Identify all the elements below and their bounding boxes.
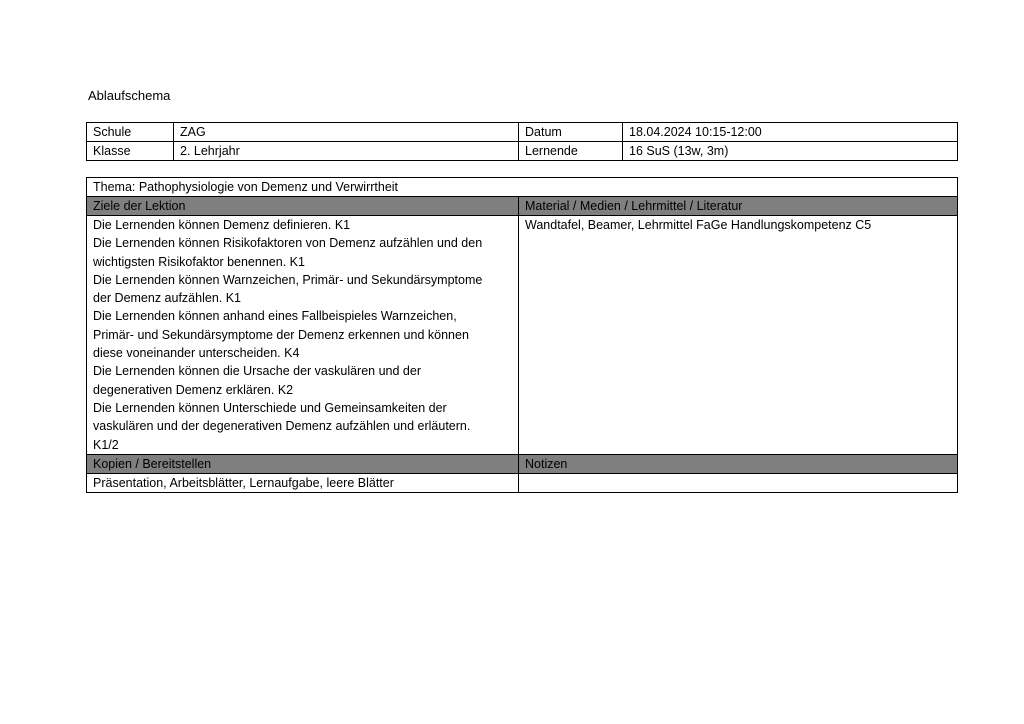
kopien-header: Kopien / Bereitstellen [87, 454, 519, 473]
label-lernende: Lernende [519, 142, 623, 161]
section-header-row-2 [87, 454, 958, 473]
label-datum: Datum [519, 123, 623, 142]
label-klasse: Klasse [87, 142, 174, 161]
kopien-row [87, 473, 958, 492]
goal-line: Die Lernenden können die Ursache der vaskulären und der [93, 364, 421, 379]
goal-line: Die Lernenden können Demenz definieren. K1 [93, 218, 351, 232]
section-header-row [87, 197, 958, 216]
notizen-cell [519, 473, 958, 492]
document-title: Ablaufschema [88, 88, 171, 103]
notizen-header: Notizen [519, 454, 958, 473]
value-datum: 18.04.2024 10:15-12:00 [623, 123, 958, 142]
goal-line: der Demenz aufzählen. K1 [93, 291, 242, 306]
header-row-class [87, 142, 958, 161]
goal-line: Die Lernenden können Risikofaktoren von Demenz aufzählen und den [93, 236, 483, 251]
goal-line: Primär- und Sekundärsymptome der Demenz erkennen und können [93, 327, 469, 342]
material-header: Material / Medien / Lehrmittel / Literatur [519, 197, 958, 216]
thema-row [87, 178, 958, 197]
header-table [86, 122, 958, 161]
value-schule: ZAG [174, 123, 519, 142]
content-row [87, 216, 958, 455]
lesson-table [86, 177, 958, 493]
header-row-school [87, 123, 958, 142]
material-cell: Wandtafel, Beamer, Lehrmittel FaGe Handlungskompetenz C5 [519, 216, 958, 455]
goal-line: degenerativen Demenz erklären. K2 [93, 382, 294, 397]
ziele-header: Ziele der Lektion [87, 197, 519, 216]
value-klasse: 2. Lehrjahr [174, 142, 519, 161]
kopien-cell: Präsentation, Arbeitsblätter, Lernaufgabe, leere Blätter [87, 473, 519, 492]
goal-line: wichtigsten Risikofaktor benennen. K1 [93, 254, 305, 269]
goal-line: K1/2 [93, 437, 119, 452]
goal-line: Die Lernenden können Warnzeichen, Primär- und Sekundärsymptome [93, 272, 483, 287]
goal-line: Die Lernenden können Unterschiede und Gemeinsamkeiten der [93, 400, 447, 415]
goal-line: vaskulären und der degenerativen Demenz aufzählen und erläutern. [93, 419, 471, 434]
thema-cell: Thema: Pathophysiologie von Demenz und Verwirrtheit [87, 178, 958, 197]
ziele-cell [87, 216, 519, 455]
goal-line: Die Lernenden können anhand eines Fallbeispieles Warnzeichen, [93, 309, 457, 324]
goal-line: diese voneinander unterscheiden. K4 [93, 346, 300, 361]
value-lernende: 16 SuS (13w, 3m) [623, 142, 958, 161]
label-schule: Schule [87, 123, 174, 142]
